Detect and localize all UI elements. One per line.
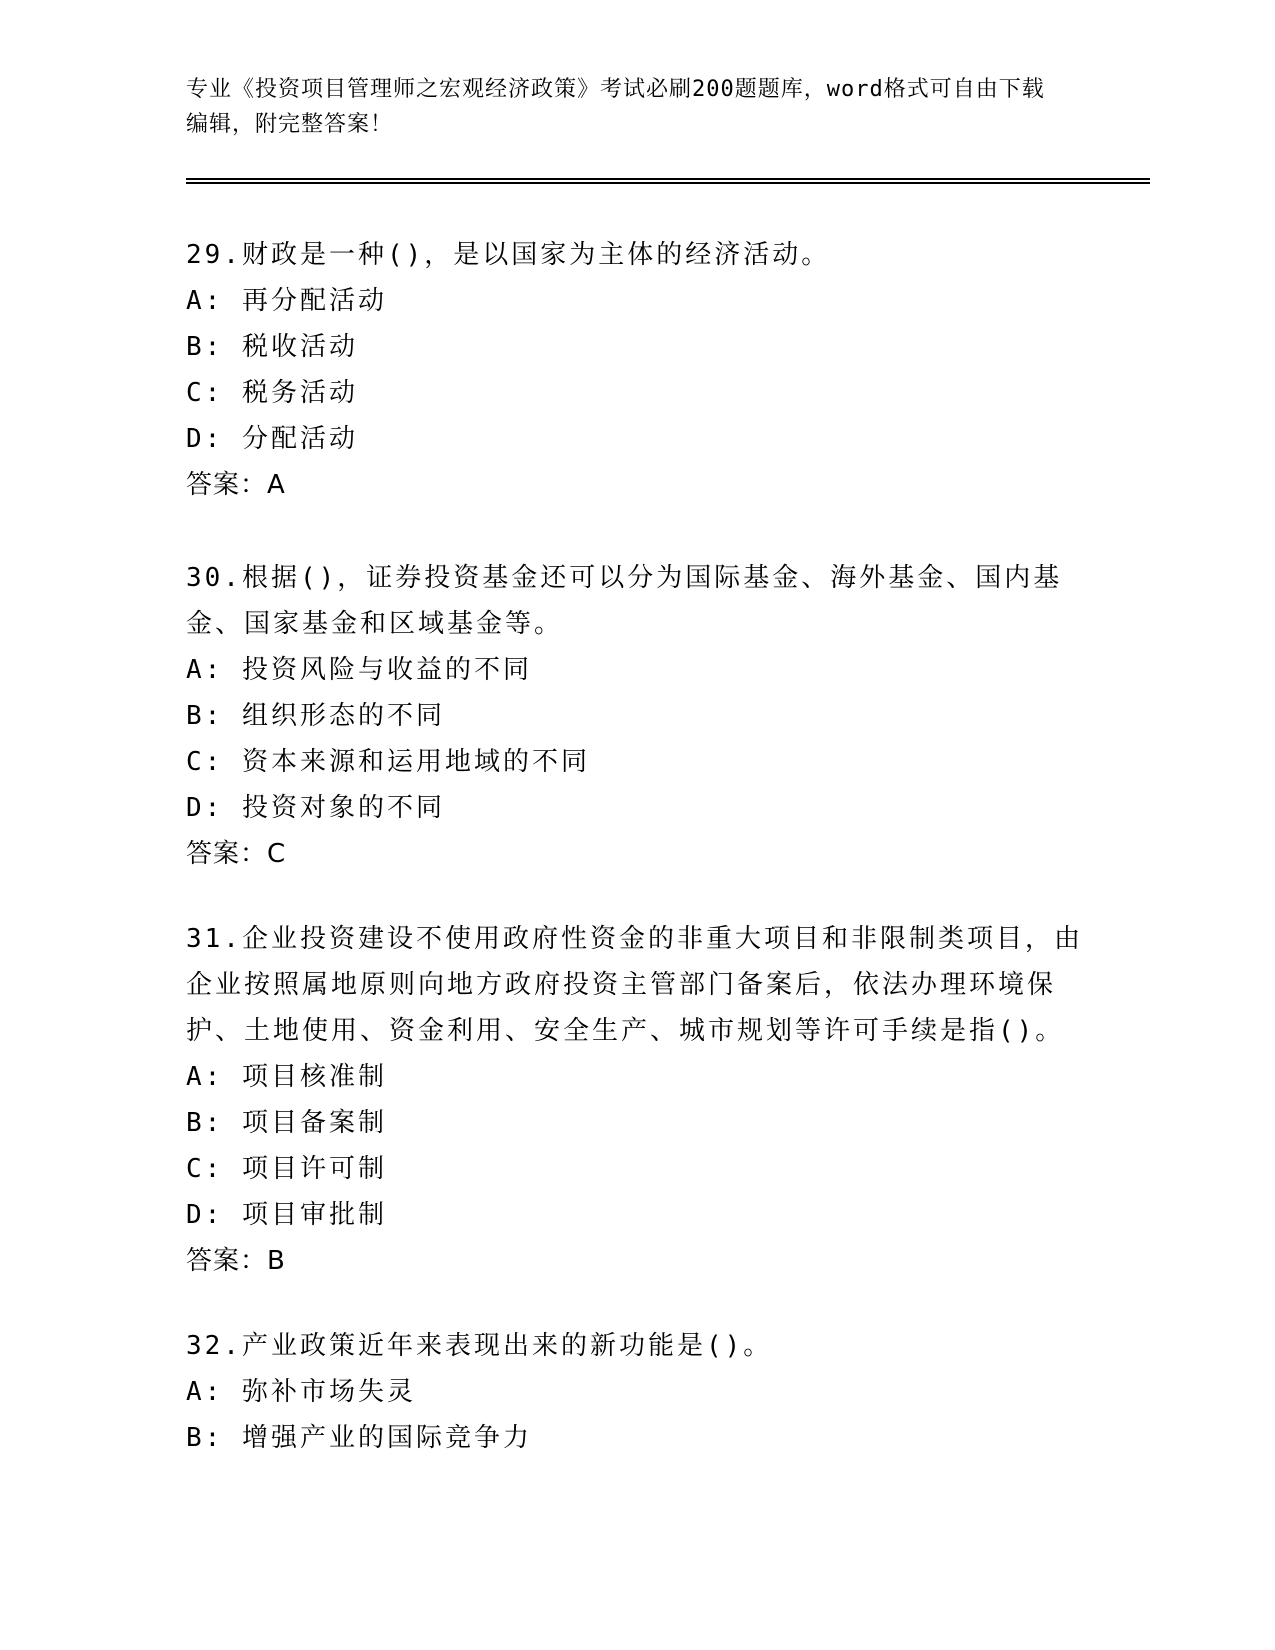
answer-label: 答案：C [186, 839, 287, 869]
option-c: C: 税务活动 [186, 378, 358, 408]
option-c: C: 项目许可制 [186, 1154, 387, 1184]
answer-label: 答案：A [186, 470, 286, 500]
option-d: D: 项目审批制 [186, 1200, 387, 1230]
option-a: A: 投资风险与收益的不同 [186, 655, 532, 685]
question-text: 30.根据()，证券投资基金还可以分为国际基金、海外基金、国内基金、国家基金和区域基金等。 [186, 563, 1063, 639]
option-a: A: 项目核准制 [186, 1062, 387, 1092]
option-b: B: 增强产业的国际竞争力 [186, 1423, 532, 1453]
option-b: B: 组织形态的不同 [186, 701, 445, 731]
option-a: A: 再分配活动 [186, 286, 387, 316]
question-text: 29.财政是一种()，是以国家为主体的经济活动。 [186, 240, 831, 270]
answer-label: 答案：B [186, 1246, 286, 1276]
option-a: A: 弥补市场失灵 [186, 1377, 416, 1407]
option-c: C: 资本来源和运用地域的不同 [186, 747, 590, 777]
document-header: 专业《投资项目管理师之宏观经济政策》考试必刷200题题库，word格式可自由下载编辑，附完整答案！ [186, 77, 1045, 137]
option-d: D: 投资对象的不同 [186, 793, 445, 823]
header-divider [186, 178, 1150, 184]
question-32 [186, 1323, 1086, 1461]
question-31 [186, 916, 1086, 1284]
option-b: B: 项目备案制 [186, 1108, 387, 1138]
question-text: 31.企业投资建设不使用政府性资金的非重大项目和非限制类项目，由企业按照属地原则向地方政府投资主管部门备案后，依法办理环境保护、土地使用、资金利用、安全生产、城市规划等许可手续是指()。 [186, 924, 1083, 1046]
question-29 [186, 232, 1086, 508]
option-b: B: 税收活动 [186, 332, 358, 362]
question-30 [186, 555, 1086, 877]
question-text: 32.产业政策近年来表现出来的新功能是()。 [186, 1331, 773, 1361]
option-d: D: 分配活动 [186, 424, 358, 454]
